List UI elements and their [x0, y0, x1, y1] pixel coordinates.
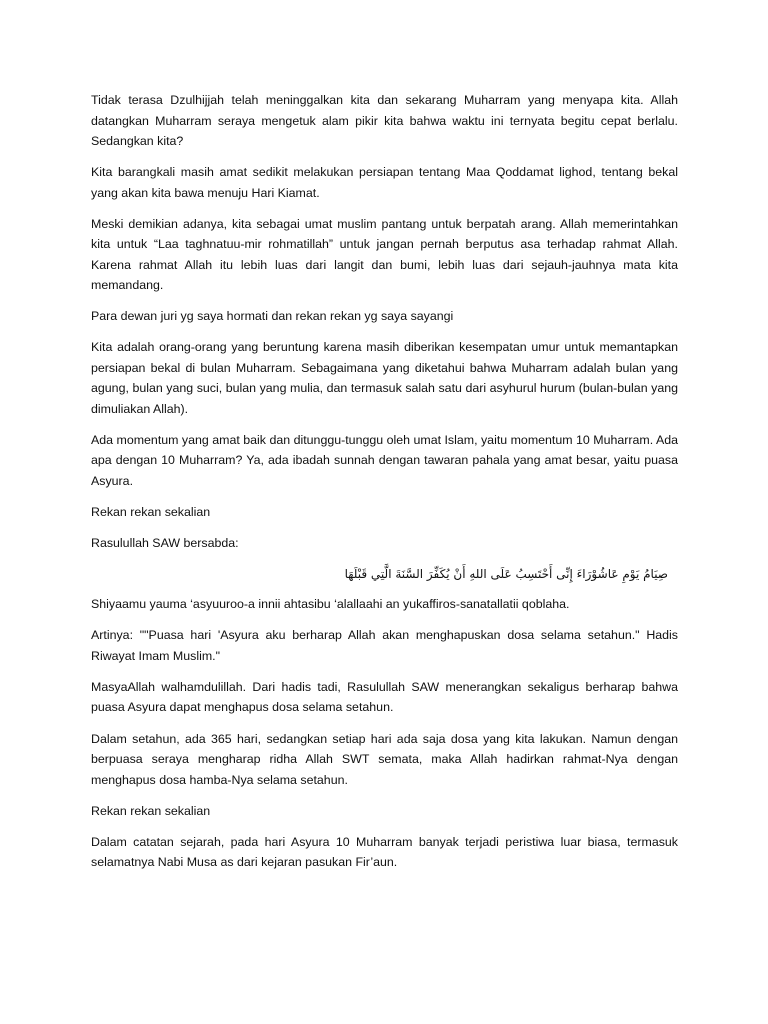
paragraph-meaning: Artinya: ""Puasa hari 'Asyura aku berharap Allah akan menghapuskan dosa selama setahun." Hadis Riwayat Imam Muslim."	[91, 628, 678, 663]
paragraph-transliteration: Shiyaamu yauma ‘asyuuroo-a innii ahtasibu ‘alallaahi an yukaffiros-sanatallatii qoblaha.	[91, 597, 570, 612]
paragraph-history: Dalam catatan sejarah, pada hari Asyura 10 Muharram banyak terjadi peristiwa luar biasa, termasuk selamatnya Nabi Musa as dari kejaran pasukan Fir’aun.	[91, 834, 678, 870]
document-body	[91, 90, 678, 883]
paragraph-muharram: Kita adalah orang-orang yang beruntung karena masih diberikan kesempatan umur untuk memantapkan persiapan bekal di bulan Muharram. Sebagaimana yang diketahui bahwa Muharram adalah bulan yang agung, bulan yang suci, bulan yang mulia, dan termasuk salah satu dari asyhurul hurum (bulan-bulan yang dimuliakan Allah).	[91, 340, 678, 416]
paragraph-address-1: Rekan rekan sekalian	[91, 505, 211, 520]
paragraph-year: Dalam setahun, ada 365 hari, sedangkan setiap hari ada saja dosa yang kita lakukan. Namun dengan berpuasa seraya mengharap ridha Allah SWT semata, maka Allah hadirkan rahmat-Nya dengan menghapus dosa hamba-Nya selama setahun.	[91, 731, 678, 787]
paragraph-intro: Tidak terasa Dzulhijjah telah meninggalkan kita dan sekarang Muharram yang menyapa kita. Allah datangkan Muharram seraya mengetuk alam pikir kita bahwa waktu ini ternyata begitu cepat berlalu. Sedangkan kita?	[91, 93, 678, 148]
arabic-hadith: صِيَامُ يَوْمِ عَاشُوْرَاءَ إِنِّى أَحْتَسِبُ عَلَى اللهِ أَنْ يُكَفِّرَ السَّنَةَ الَّتِي قَبْلَهَا	[344, 567, 668, 582]
paragraph-address-2: Rekan rekan sekalian	[91, 803, 211, 818]
paragraph-preparation: Kita barangkali masih amat sedikit melakukan persiapan tentang Maa Qoddamat lighod, tentang bekal yang akan kita bawa menuju Hari Kiamat.	[91, 165, 678, 200]
paragraph-greeting: Para dewan juri yg saya hormati dan rekan rekan yg saya sayangi	[91, 309, 454, 324]
paragraph-mercy: Meski demikian adanya, kita sebagai umat muslim pantang untuk berpatah arang. Allah memerintahkan kita untuk “Laa taghnatuu-mir rohmatillah” untuk jangan pernah berputus asa terhadap rahmat Allah. Karena rahmat Allah itu lebih luas dari langit dan bumi, lebih luas dari sejauh-jauhnya mata kita memandang.	[91, 216, 678, 293]
paragraph-hadith-intro: Rasulullah SAW bersabda:	[91, 536, 239, 551]
paragraph-momentum: Ada momentum yang amat baik dan ditunggu-tunggu oleh umat Islam, yaitu momentum 10 Muharram. Ada apa dengan 10 Muharram? Ya, ada ibadah sunnah dengan tawaran pahala yang amat besar, yaitu puasa Asyura.	[91, 432, 678, 488]
paragraph-explanation: MasyaAllah walhamdulillah. Dari hadis tadi, Rasulullah SAW menerangkan sekaligus berharap bahwa puasa Asyura dapat menghapus dosa selama setahun.	[91, 679, 678, 715]
